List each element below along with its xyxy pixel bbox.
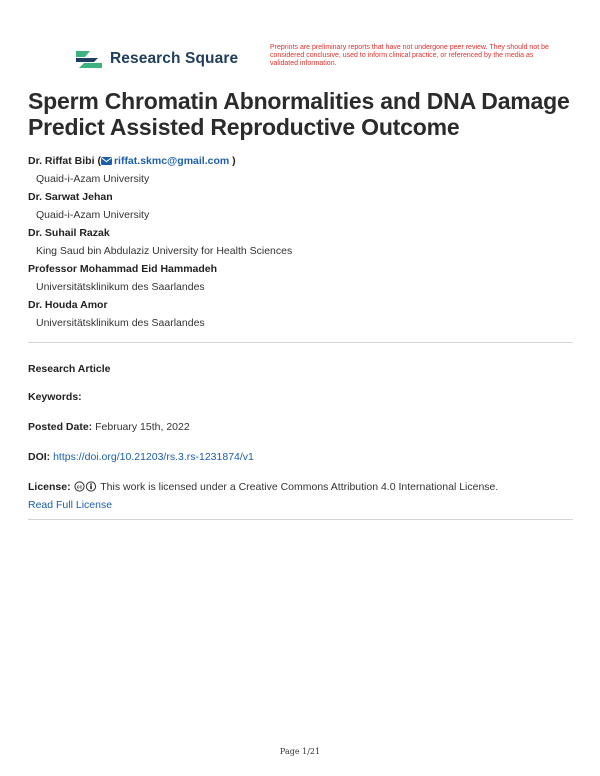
author-entry: Dr. Riffat Bibi ( riffat.skmc@gmail.com ) Quaid-i-Azam University [28,152,578,188]
author-affiliation: Quaid-i-Azam University [36,209,150,221]
author-list [28,152,578,332]
divider [28,342,573,343]
envelope-icon [101,157,112,165]
logo-text: Research Square [110,50,239,67]
doi-link[interactable]: https://doi.org/10.21203/rs.3.rs-1231874/v1 [53,451,254,463]
license-text: This work is licensed under a Creative Commons Attribution 4.0 International License. [100,481,499,493]
research-square-logo-icon [74,48,104,70]
header [74,44,554,84]
research-square-logo[interactable] [74,48,238,70]
read-full-license-link[interactable]: Read Full License [28,499,113,511]
article-type: Research Article [28,363,111,375]
posted-date [28,420,190,434]
divider [28,519,573,520]
posted-date-value: February 15th, 2022 [95,421,190,433]
doi-label: DOI: [28,451,51,463]
page-number: Page 1/21 [279,747,321,756]
author-email-link[interactable]: riffat.skmc@gmail.com [101,155,229,167]
author-entry [28,224,578,260]
author-name: Dr. Houda Amor [28,299,108,311]
svg-text:cc: cc [76,484,82,491]
license-block [28,480,573,512]
creative-commons-icon [74,481,98,492]
author-name: Dr. Sarwat Jehan [28,191,113,203]
author-affiliation: King Saud bin Abdulaziz University for Health Sciences [36,245,293,257]
author-entry [28,296,578,332]
author-affiliation: Universitätsklinikum des Saarlandes [36,317,205,329]
author-affiliation: Quaid-i-Azam University [36,173,150,185]
keywords: Keywords: [28,391,82,403]
doi [28,450,254,464]
license-label: License: [28,481,71,493]
author-entry [28,260,578,296]
author-entry [28,188,578,224]
preprint-notice: Preprints are preliminary reports that have not undergone peer review. They should not be considered conclusive, used to inform clinical practice, or referenced by the media as validated information. [270,44,549,67]
author-name: Dr. Riffat Bibi [28,155,95,167]
posted-date-label: Posted Date: [28,421,93,433]
author-affiliation: Universitätsklinikum des Saarlandes [36,281,205,293]
author-name: Dr. Suhail Razak [28,227,110,239]
author-name: Professor Mohammad Eid Hammadeh [28,263,218,275]
paper-title: Sperm Chromatin Abnormalities and DNA Damage Predict Assisted Reproductive Outcome [28,88,570,140]
